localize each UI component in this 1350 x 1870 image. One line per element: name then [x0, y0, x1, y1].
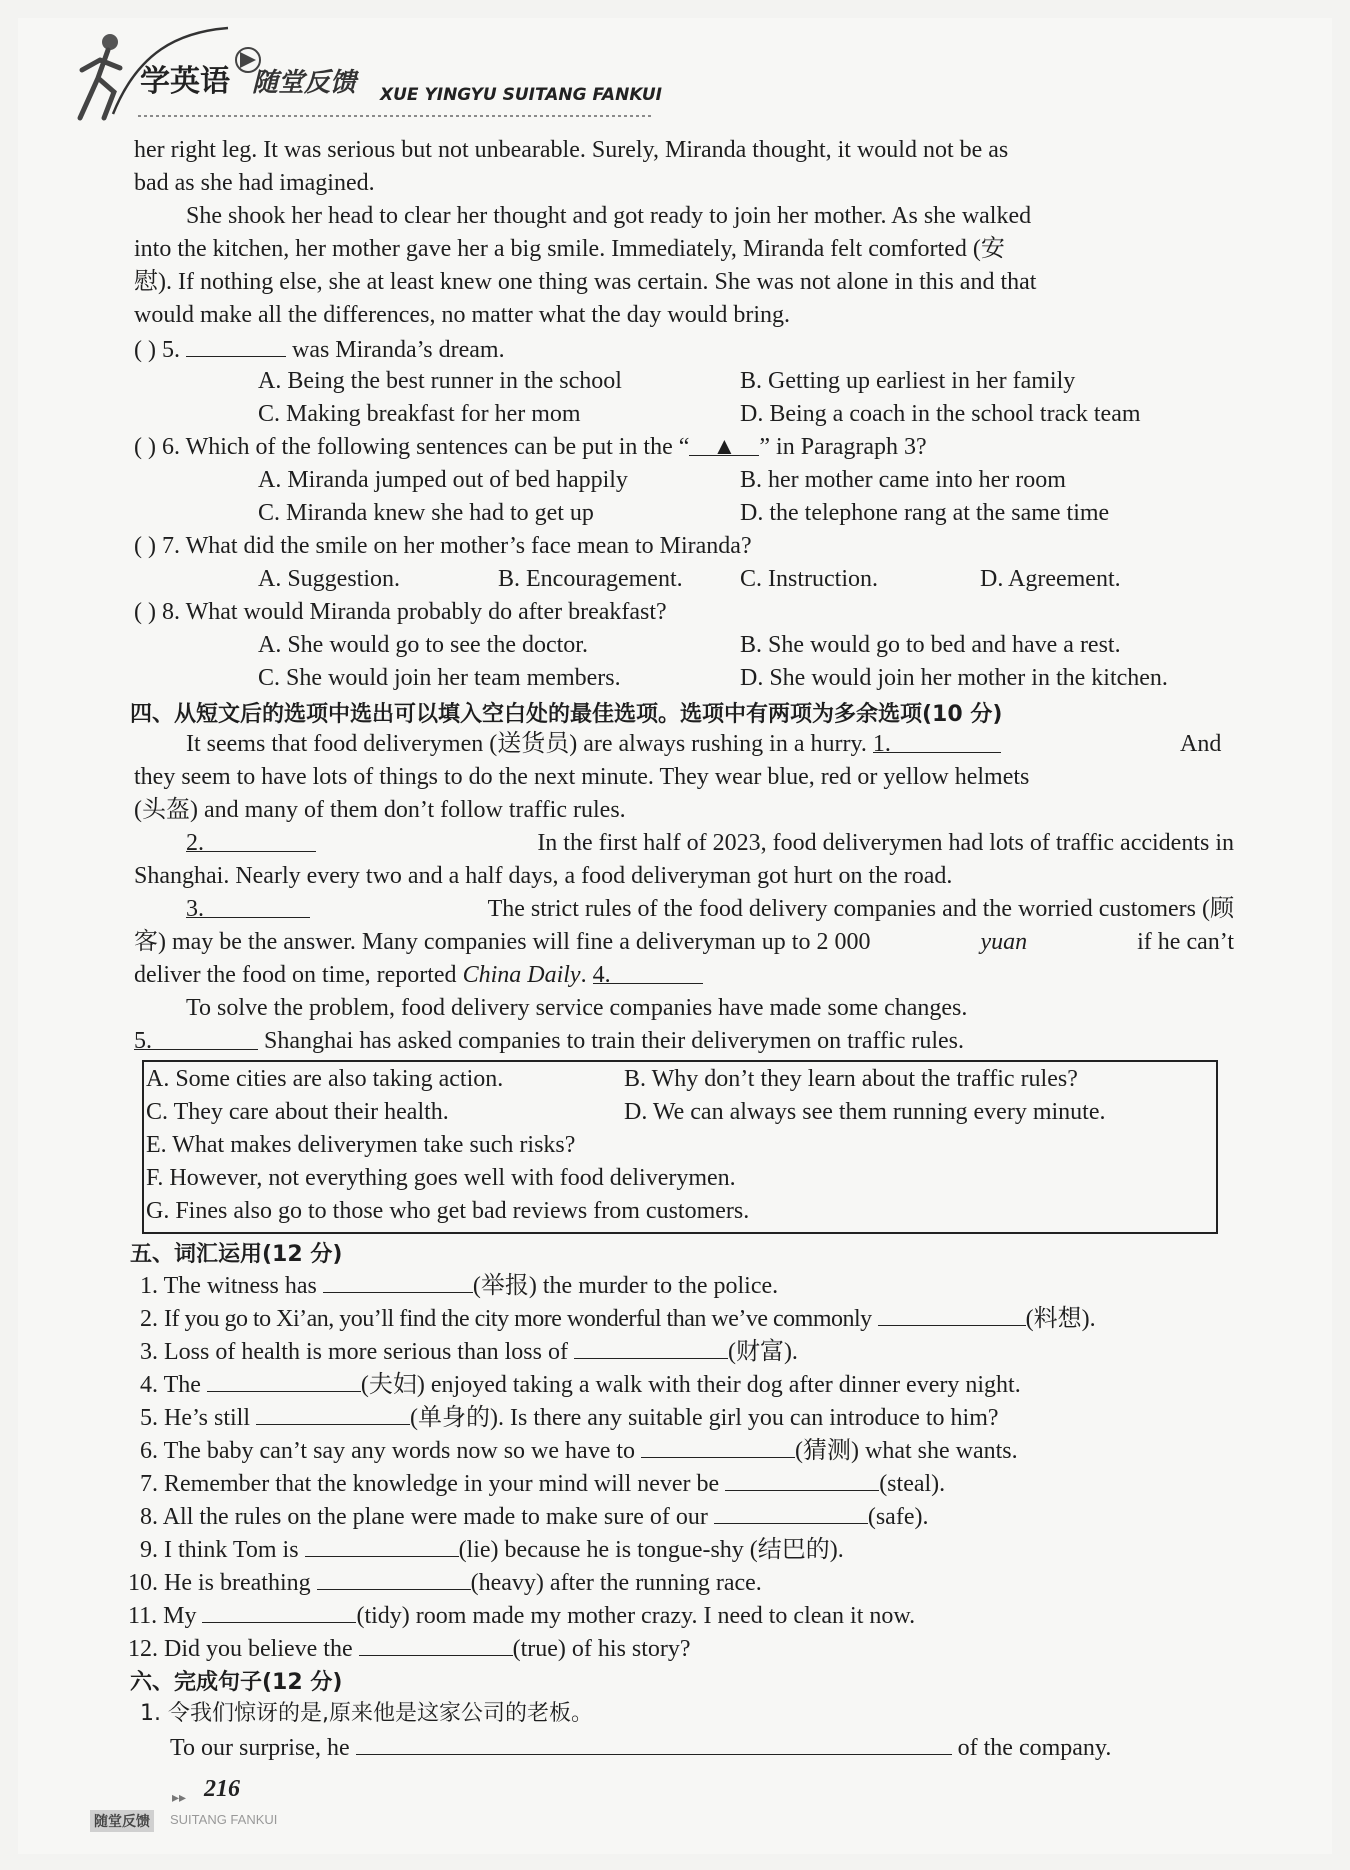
option: A. Miranda jumped out of bed happily	[258, 467, 628, 493]
answer-blank[interactable]	[323, 1268, 473, 1293]
vocab-item: 6. The baby can’t say any words now so we have to (猜测) what she wants.	[140, 1433, 1018, 1468]
option: B. She would go to bed and have a rest.	[740, 632, 1121, 658]
triangle-icon: ▲	[712, 434, 737, 460]
vocab-item: 12. Did you believe the (true) of his story?	[128, 1631, 691, 1666]
answer-blank[interactable]	[256, 1400, 410, 1425]
question-6: ( ) 6. Which of the following sentences can be put in the “ ▲ ” in Paragraph 3?	[134, 431, 927, 464]
page-number: 216	[204, 1776, 240, 1802]
header-subtitle: 随堂反馈	[252, 68, 357, 98]
passage-line: Shanghai. Nearly every two and a half days, a food deliveryman got hurt on the road.	[134, 863, 953, 889]
footer-tag-en: SUITANG FANKUI	[170, 1812, 278, 1827]
option: D. the telephone rang at the same time	[740, 500, 1110, 526]
answer-blank[interactable]	[202, 1598, 356, 1623]
option: A. Being the best runner in the school	[258, 368, 622, 394]
option: E. What makes deliverymen take such risks?	[146, 1132, 576, 1158]
option: B. Why don’t they learn about the traffic rules?	[624, 1066, 1078, 1092]
option: D. She would join her mother in the kitchen.	[740, 665, 1168, 691]
passage-line: they seem to have lots of things to do the next minute. They wear blue, red or yellow helmets	[134, 764, 1030, 790]
answer-blank[interactable]	[317, 1565, 471, 1590]
answer-blank[interactable]	[641, 1433, 795, 1458]
option: B. Encouragement.	[498, 566, 683, 592]
footer-tag: 随堂反馈	[90, 1810, 154, 1832]
section-heading: 六、完成句子(12 分)	[130, 1670, 343, 1695]
answer-blank[interactable]	[359, 1631, 513, 1656]
passage-line: her right leg. It was serious but not unbearable. Surely, Miranda thought, it would not be as	[134, 137, 1009, 163]
passage-line: deliver the food on time, reported China Daily. 4.	[134, 959, 703, 992]
option: B. her mother came into her room	[740, 467, 1066, 493]
answer-blank-2[interactable]: 2.	[186, 827, 316, 852]
answer-blank[interactable]	[356, 1730, 952, 1755]
section-heading: 四、从短文后的选项中选出可以填入空白处的最佳选项。选项中有两项为多余选项(10 分)	[130, 702, 1003, 727]
option: B. Getting up earliest in her family	[740, 368, 1076, 394]
header-pinyin: XUE YINGYU SUITANG FANKUI	[380, 85, 663, 105]
answer-blank-4[interactable]: 4.	[593, 959, 703, 984]
passage-line: It seems that food deliverymen (送货员) are always rushing in a hurry. 1.	[186, 728, 1001, 761]
option: A. Some cities are also taking action.	[146, 1066, 504, 1092]
question-8: ( ) 8. What would Miranda probably do after breakfast?	[134, 599, 667, 625]
answer-blank[interactable]	[186, 332, 286, 357]
answer-blank[interactable]	[725, 1466, 879, 1491]
page-arrow-icon: ▸▸	[172, 1791, 187, 1806]
passage-word: And	[1180, 731, 1222, 757]
passage-line: 3. The strict rules of the food delivery companies and the worried customers (顾	[186, 893, 1234, 926]
answer-paren[interactable]: ( )	[134, 533, 156, 559]
passage-line: would make all the differences, no matter what the day would bring.	[134, 302, 791, 328]
vocab-item: 7. Remember that the knowledge in your mind will never be (steal).	[140, 1466, 945, 1501]
section-heading: 五、词汇运用(12 分)	[130, 1242, 343, 1267]
answer-blank[interactable]	[574, 1334, 728, 1359]
sentence-prompt: 1. 令我们惊讶的是,原来他是这家公司的老板。	[140, 1701, 593, 1726]
question-5: ( ) 5. was Miranda’s dream.	[134, 332, 505, 367]
header-title: 学英语	[140, 64, 230, 99]
passage-line: 慰). If nothing else, she at least knew one thing was certain. She was not alone in this and that	[134, 269, 1037, 295]
vocab-item: 11. My (tidy) room made my mother crazy. I need to clean it now.	[128, 1598, 915, 1633]
option: D. Agreement.	[980, 566, 1121, 592]
vocab-item: 8. All the rules on the plane were made to make sure of our (safe).	[140, 1499, 928, 1534]
triangle-blank	[689, 431, 759, 460]
answer-paren[interactable]: ( )	[134, 434, 156, 460]
passage-line: To solve the problem, food delivery service companies have made some changes.	[186, 995, 968, 1021]
passage-line: She shook her head to clear her thought and got ready to join her mother. As she walked	[186, 203, 1032, 229]
passage-line: (头盔) and many of them don’t follow traffic rules.	[134, 797, 626, 823]
vocab-item: 5. He’s still (单身的). Is there any suitable girl you can introduce to him?	[140, 1400, 999, 1435]
vocab-item: 9. I think Tom is (lie) because he is tongue-shy (结巴的).	[140, 1532, 844, 1567]
vocab-item: 4. The (夫妇) enjoyed taking a walk with their dog after dinner every night.	[140, 1367, 1021, 1402]
answer-blank[interactable]	[305, 1532, 459, 1557]
option: C. Instruction.	[740, 566, 878, 592]
option: C. Miranda knew she had to get up	[258, 500, 594, 526]
option: D. We can always see them running every minute.	[624, 1099, 1106, 1125]
vocab-item: 10. He is breathing (heavy) after the running race.	[128, 1565, 762, 1600]
answer-blank[interactable]	[714, 1499, 868, 1524]
passage-line: 5. Shanghai has asked companies to train their deliverymen on traffic rules.	[134, 1025, 964, 1058]
passage-line: 客) may be the answer. Many companies will fine a deliveryman up to 2 000 yuan if he can’t	[134, 929, 1234, 955]
answer-paren[interactable]: ( )	[134, 337, 156, 363]
option: C. Making breakfast for her mom	[258, 401, 581, 427]
vocab-item: 3. Loss of health is more serious than loss of (财富).	[140, 1334, 798, 1369]
option: C. She would join her team members.	[258, 665, 621, 691]
sentence-line: To our surprise, he of the company.	[170, 1730, 1111, 1765]
vocab-item: 1. The witness has (举报) the murder to the police.	[140, 1268, 778, 1303]
passage-line: 2. In the first half of 2023, food deliverymen had lots of traffic accidents in	[186, 827, 1234, 860]
vocab-item: 2. If you go to Xi’an, you’ll find the city more wonderful than we’ve commonly (料想).	[140, 1301, 1096, 1336]
question-7: ( ) 7. What did the smile on her mother’s face mean to Miranda?	[134, 533, 752, 559]
option: F. However, not everything goes well with food deliverymen.	[146, 1165, 736, 1191]
passage-line: bad as she had imagined.	[134, 170, 375, 196]
answer-blank-5[interactable]: 5.	[134, 1025, 258, 1050]
answer-paren[interactable]: ( )	[134, 599, 156, 625]
answer-blank-1[interactable]: 1.	[873, 728, 1001, 753]
option: C. They care about their health.	[146, 1099, 449, 1125]
option: G. Fines also go to those who get bad reviews from customers.	[146, 1198, 750, 1224]
option: A. She would go to see the doctor.	[258, 632, 588, 658]
answer-blank[interactable]	[207, 1367, 361, 1392]
option: A. Suggestion.	[258, 566, 401, 592]
answer-blank-3[interactable]: 3.	[186, 893, 310, 918]
option: D. Being a coach in the school track team	[740, 401, 1141, 427]
answer-blank[interactable]	[878, 1301, 1026, 1326]
passage-line: into the kitchen, her mother gave her a big smile. Immediately, Miranda felt comforted (安	[134, 236, 1005, 262]
